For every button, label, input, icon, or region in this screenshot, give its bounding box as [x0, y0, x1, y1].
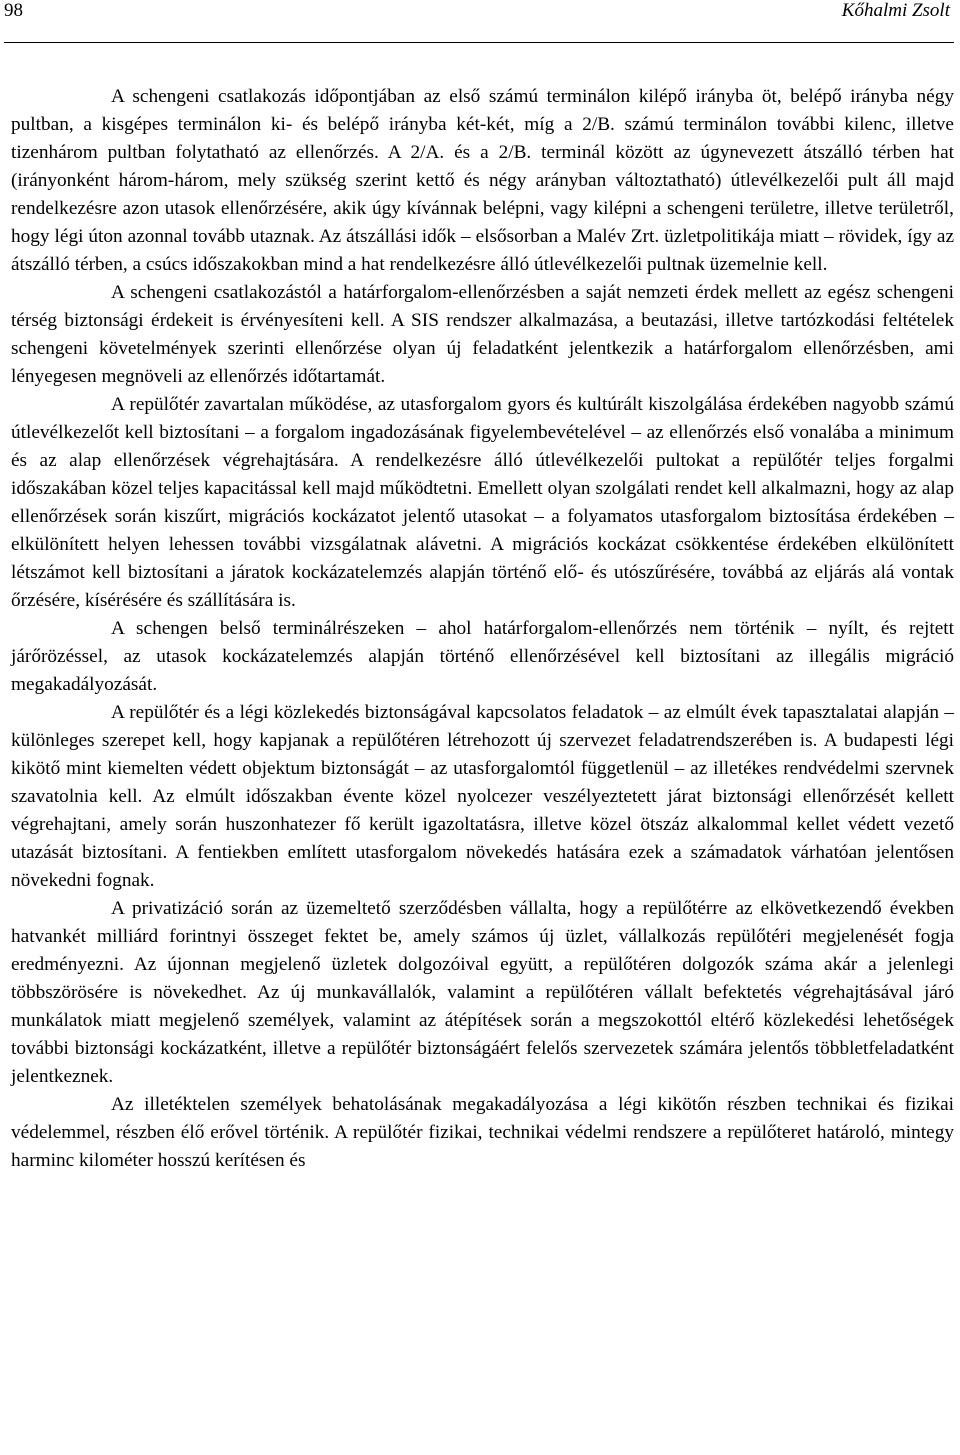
page-header — [4, 0, 950, 30]
paragraph: A schengeni csatlakozástól a határforgalom-ellenőrzésben a saját nemzeti érdek mellett az egész schengeni térség biztonsági érdekeit is érvényesíteni kell. A SIS rendszer alkalmazása, a beutazási, illetve tartózkodási feltételek schengeni követelmények szerinti ellenőrzése olyan új feladatként jelentkezik a határforgalom ellenőrzésben, ami lényegesen megnöveli az ellenőrzés időtartamát. — [11, 282, 954, 387]
paragraph: Az illetéktelen személyek behatolásának megakadályozása a légi kikötőn részben technikai és fizikai védelemmel, részben élő erővel történik. A repülőtér fizikai, technikai védelmi rendszere a repülőteret határoló, mintegy harminc kilométer hosszú kerítésen és — [11, 1094, 954, 1171]
header-rule — [4, 42, 954, 43]
paragraph: A repülőtér és a légi közlekedés biztonságával kapcsolatos feladatok – az elmúlt évek tapasztalatai alapján – különleges szerepet kell, hogy kapjanak a repülőtéren létrehozott új szervezet feladatrendszerében is. A budapesti légi kikötő mint kiemelten védett objektum biztonságát – az utasforgalomtól függetlenül – az illetékes rendvédelmi szervnek szavatolnia kell. Az elmúlt időszakban évente közel nyolcezer veszélyeztetett járat biztonsági ellenőrzését kellett végrehajtani, amely során huszonhatezer fő került igazoltatásra, illetve közel ötszáz alkalommal kellet védett vezető utazását biztosítani. A fentiekben említett utasforgalom növekedés hatására ezek a számadatok várhatóan jelentősen növekedni fognak. — [11, 702, 954, 891]
body-text — [11, 83, 954, 1175]
paragraph: A privatizáció során az üzemeltető szerződésben vállalta, hogy a repülőtérre az elkövetkezendő években hatvankét milliárd forintnyi összeget fektet be, amely számos új üzlet, vállalkozás repülőtéri megjelenését fogja eredményezni. Az újonnan megjelenő üzletek dolgozóival együtt, a repülőtéren dolgozók száma akár a jelenlegi többszörösére is növekedhet. Az új munkavállalók, valamint a repülőtéren vállalt befektetés végrehajtásával járó munkálatok miatt megjelenő személyek, valamint az átépítések során a megszokottól eltérő közlekedési lehetőségek további biztonsági kockázatként, illetve a repülőtér biztonságáért felelős szervezetek számára jelentős többletfeladatként jelentkeznek. — [11, 898, 954, 1087]
paragraph: A schengeni csatlakozás időpontjában az első számú terminálon kilépő irányba öt, belépő irányba négy pultban, a kisgépes terminálon ki- és belépő irányba két-két, míg a 2/B. számú terminálon további kilenc, illetve tizenhárom pultban folytatható az ellenőrzés. A 2/A. és a 2/B. terminál között az úgynevezett átszálló térben hat (irányonként három-három, mely szükség szerint kettő és négy arányban változtatható) útlevélkezelői pult áll majd rendelkezésre azon utasok ellenőrzésére, akik úgy kívánnak belépni, vagy kilépni a schengeni területre, illetve területről, hogy légi úton azonnal tovább utaznak. Az átszállási idők – elsősorban a Malév Zrt. üzletpolitikája miatt – rövidek, így az átszálló térben, a csúcs időszakokban mind a hat rendelkezésre álló útlevélkezelői pultnak üzemelnie kell. — [11, 86, 954, 275]
paragraph: A repülőtér zavartalan működése, az utasforgalom gyors és kultúrált kiszolgálása érdekében nagyobb számú útlevélkezelőt kell biztosítani – a forgalom ingadozásának figyelembevételével – az ellenőrzés első vonalába a minimum és az alap ellenőrzések végrehajtására. A rendelkezésre álló útlevélkezelői pultokat a repülőtér teljes forgalmi időszakában közel teljes kapacitással kell majd működtetni. Emellett olyan szolgálati rendet kell alkalmazni, hogy az alap ellenőrzések során kiszűrt, migrációs kockázatot jelentő utasokat – a folyamatos utasforgalom biztosítása érdekében – elkülönített helyen lehessen további vizsgálatnak alávetni. A migrációs kockázat csökkentése érdekében elkülönített létszámot kell biztosítani a járatok kockázatelemzés alapján történő elő- és utószűrésére, továbbá az eljárás alá vontak őrzésére, kísérésére és szállítására is. — [11, 394, 954, 611]
paragraph: A schengen belső terminálrészeken – ahol határforgalom-ellenőrzés nem történik – nyílt, és rejtett járőrözéssel, az utasok kockázatelemzés alapján történő ellenőrzésével kell biztosítani az illegális migráció megakadályozását. — [11, 618, 954, 695]
page-number: 98 — [4, 0, 23, 21]
running-title: Kőhalmi Zsolt — [841, 0, 950, 21]
